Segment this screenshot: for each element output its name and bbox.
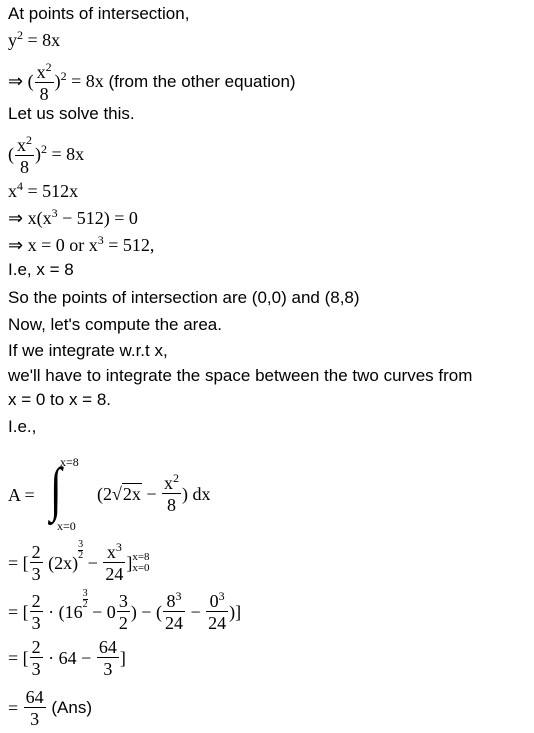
fraction bbox=[15, 133, 34, 177]
fraction-denominator: 8 bbox=[39, 84, 49, 104]
integral-lower-limit: x=0 bbox=[57, 519, 76, 533]
fraction bbox=[35, 60, 54, 104]
equation-step2: $x^4 = 512x$ bbox=[8, 179, 79, 201]
line-integrate-wrt: If we integrate w.r.t x, bbox=[8, 341, 168, 360]
eq-text: y bbox=[8, 30, 17, 50]
eq-text: ) bbox=[35, 144, 41, 165]
equation-step1 bbox=[8, 133, 85, 177]
evaluation-limits: x=8 x=0 bbox=[132, 551, 150, 574]
eq-text: = 8x bbox=[66, 71, 104, 92]
eq-text: ( bbox=[8, 144, 14, 165]
square-root: √2x bbox=[112, 484, 141, 504]
line-solve: Let us solve this. bbox=[8, 104, 135, 123]
fraction-numerator: $x^2$ bbox=[17, 133, 32, 155]
line-compute: Now, let's compute the area. bbox=[8, 315, 222, 334]
line-integrate-space: we'll have to integrate the space between the two curves from bbox=[8, 366, 473, 385]
equation-substitution bbox=[8, 60, 296, 104]
eq-exponent: 2 bbox=[60, 69, 67, 84]
fraction: $\frac{x^2}{8}$ bbox=[164, 471, 180, 515]
evaluation-step3: = [ $\frac{2}{3}$ · 64 − $\frac{64}{3}$ ] bbox=[8, 637, 126, 679]
line-range: x = 0 to x = 8. bbox=[8, 390, 112, 409]
eq-exponent: 2 bbox=[41, 142, 47, 157]
eq-exponent: 2 bbox=[17, 28, 23, 42]
integral-label: A = bbox=[8, 485, 35, 505]
eq-text: = 8x bbox=[47, 144, 85, 165]
eq-text: ⇒ ( bbox=[8, 71, 34, 92]
equation-parabola bbox=[8, 30, 60, 50]
fraction-denominator: 8 bbox=[20, 157, 29, 177]
evaluation-step2: = [ $\frac{2}{3}$ · (16 $\frac{3}{2}$ − 0 $\frac{3}{2}$ ) − ( $\frac{8^3}{24}$ − $\frac{0^3}{24}$ )] bbox=[8, 588, 242, 633]
eq-text: = 8x bbox=[23, 30, 61, 50]
line-ie-x8: I.e, x = 8 bbox=[8, 260, 74, 279]
equation-step3: ⇒ $x(x^3 - 512) = 0$ bbox=[8, 206, 138, 228]
eq-text: ) bbox=[54, 71, 61, 92]
integral-upper-limit: x=8 bbox=[60, 455, 79, 469]
equation-step4: ⇒ x = 0 or $x^3 = 512$, bbox=[8, 233, 155, 255]
eq-note: (from the other equation) bbox=[103, 72, 296, 92]
line-intro: At points of intersection, bbox=[8, 4, 190, 23]
evaluation-step1: = [ $\frac{2}{3}$ (2x) $\frac{3}{2}$ − $\frac{x^3}{24}$ ] x=8 x=0 bbox=[8, 539, 150, 584]
evaluation-answer: = $\frac{64}{3}$ (Ans) bbox=[8, 687, 92, 729]
line-ie: I.e., bbox=[8, 417, 37, 436]
line-points: So the points of intersection are (0,0) and (8,8) bbox=[8, 288, 360, 307]
integrand: (2√2x − $\frac{x^2}{8}$ ) dx bbox=[97, 471, 211, 515]
fraction-exponent: $\frac{3}{2}$ bbox=[78, 539, 84, 561]
fraction-numerator: $x^2$ bbox=[36, 60, 52, 82]
